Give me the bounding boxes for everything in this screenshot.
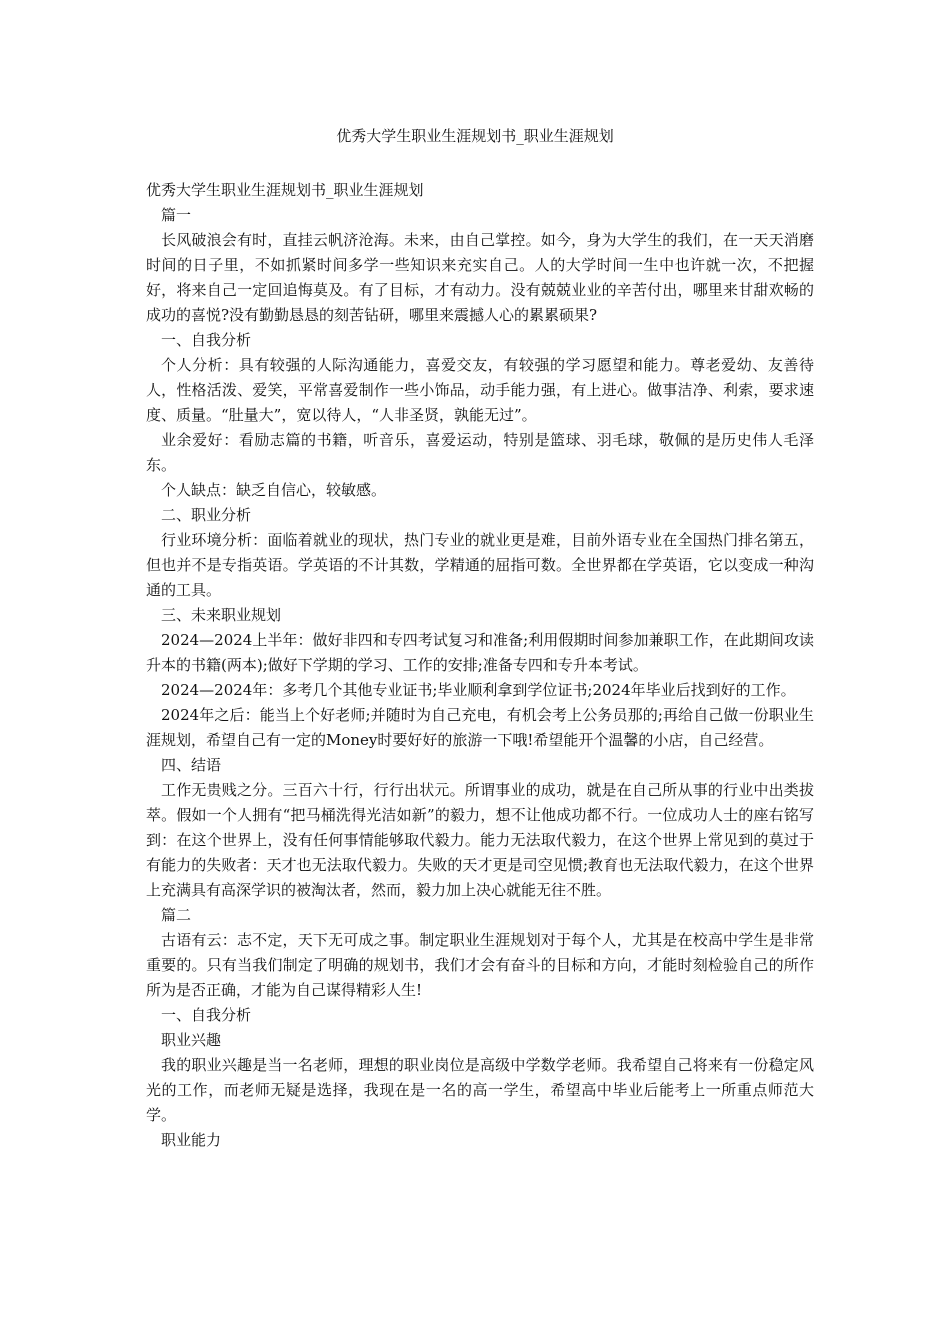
paragraph: 工作无贵贱之分。三百六十行，行行出状元。所谓事业的成功，就是在自己所从事的行业中出类拔萃。假如一个人拥有“把马桶洗得光洁如新”的毅力，想不让他成功都不行。一位成功人士的座右铭写到：在这个世界上，没有任何事情能够取代毅力。能力无法取代毅力，在这个世界上常见到的莫过于有能力的失败者：天才也无法取代毅力。失败的天才更是司空见惯;教育也无法取代毅力，在这个世界上充满具有高深学识的被淘汰者，然而，毅力加上决心就能无往不胜。	[146, 781, 814, 899]
paragraph: 职业兴趣	[161, 1031, 222, 1049]
document-title: 优秀大学生职业生涯规划书_职业生涯规划	[336, 127, 614, 145]
paragraph: 四、结语	[161, 756, 222, 774]
paragraph: 篇一	[161, 206, 192, 224]
paragraph: 我的职业兴趣是当一名老师，理想的职业岗位是高级中学数学老师。我希望自己将来有一份稳定风光的工作，而老师无疑是选择，我现在是一名的高一学生，希望高中毕业后能考上一所重点师范大学。	[146, 1056, 814, 1124]
paragraph: 篇二	[161, 906, 192, 924]
paragraph: 行业环境分析：面临着就业的现状，热门专业的就业更是难，目前外语专业在全国热门排名第五，但也并不是专指英语。学英语的不计其数，学精通的屈指可数。全世界都在学英语，它以变成一种沟通的工具。	[146, 531, 814, 599]
paragraph: 2024年之后：能当上个好老师;并随时为自己充电，有机会考上公务员那的;再给自己做一份职业生涯规划，希望自己有一定的Money时要好好的旅游一下哦!希望能开个温馨的小店，自己经营。	[146, 706, 814, 749]
paragraph: 二、职业分析	[161, 506, 252, 524]
paragraph: 一、自我分析	[161, 1006, 252, 1024]
paragraph: 一、自我分析	[161, 331, 252, 349]
paragraph: 优秀大学生职业生涯规划书_职业生涯规划	[146, 181, 424, 199]
paragraph: 2024—2024年：多考几个其他专业证书;毕业顺利拿到学位证书;2024年毕业后找到好的工作。	[161, 681, 796, 699]
document-body	[146, 178, 814, 1153]
paragraph: 古语有云：志不定，天下无可成之事。制定职业生涯规划对于每个人，尤其是在校高中学生是非常重要的。只有当我们制定了明确的规划书，我们才会有奋斗的目标和方向，才能时刻检验自己的所作所为是否正确，才能为自己谋得精彩人生!	[146, 931, 814, 999]
paragraph: 2024—2024上半年：做好非四和专四考试复习和准备;利用假期时间参加兼职工作，在此期间攻读升本的书籍(两本);做好下学期的学习、工作的安排;准备专四和专升本考试。	[146, 631, 814, 674]
paragraph: 职业能力	[161, 1131, 222, 1149]
paragraph: 个人分析：具有较强的人际沟通能力，喜爱交友，有较强的学习愿望和能力。尊老爱幼、友善待人，性格活泼、爱笑，平常喜爱制作一些小饰品，动手能力强，有上进心。做事洁净、利索，要求速度、质量。“肚量大”，宽以待人，“人非圣贤，孰能无过”。	[146, 356, 814, 424]
paragraph: 三、未来职业规划	[161, 606, 282, 624]
paragraph: 业余爱好：看励志篇的书籍，听音乐，喜爱运动，特别是篮球、羽毛球，敬佩的是历史伟人毛泽东。	[146, 431, 814, 474]
paragraph: 个人缺点：缺乏自信心，较敏感。	[161, 481, 387, 499]
paragraph: 长风破浪会有时，直挂云帆济沧海。未来，由自己掌控。如今，身为大学生的我们，在一天天消磨时间的日子里，不如抓紧时间多学一些知识来充实自己。人的大学时间一生中也许就一次，不把握好，将来自己一定回追悔莫及。有了目标，才有动力。没有兢兢业业的辛苦付出，哪里来甘甜欢畅的成功的喜悦?没有勤勤恳恳的刻苦钻研，哪里来震撼人心的累累硕果?	[146, 231, 814, 324]
